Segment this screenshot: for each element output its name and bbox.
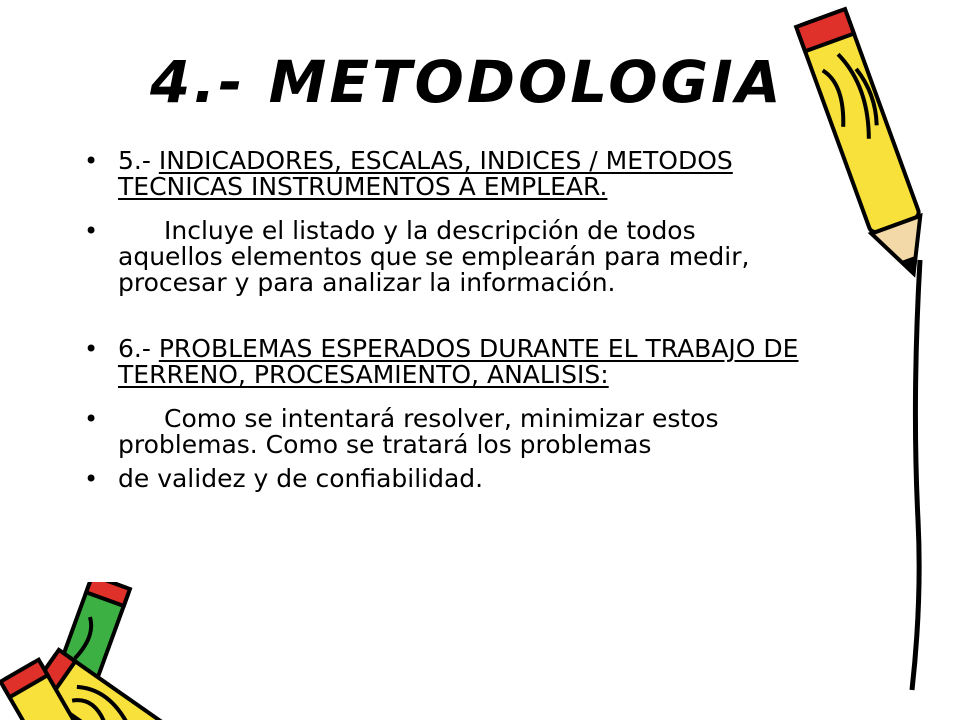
- section-heading: PROBLEMAS ESPERADOS DURANTE EL TRABAJO DE TERRENO, PROCESAMIENTO, ANALISIS:: [118, 334, 799, 389]
- section-description: Como se intentará resolver, minimizar estos problemas. Como se tratará los problemas: [118, 404, 719, 459]
- list-item: [84, 406, 804, 458]
- item-number: 5.-: [118, 146, 159, 175]
- section-description: Incluye el listado y la descripción de todos aquellos elementos que se emplearán para medir, procesar y para analizar la información.: [118, 216, 750, 297]
- list-item: [84, 336, 804, 388]
- item-number: 6.-: [118, 334, 159, 363]
- list-item: [84, 466, 804, 492]
- crayons-icon: [0, 582, 200, 720]
- section-heading: INDICADORES, ESCALAS, INDICES / METODOS TECNICAS INSTRUMENTOS A EMPLEAR.: [118, 146, 733, 201]
- list-item: [84, 218, 804, 296]
- bullet-list: [84, 148, 804, 510]
- slide-title: 4.- METODOLOGIA: [150, 48, 784, 116]
- pencil-icon: [792, 0, 942, 700]
- section-description: de validez y de confiabilidad.: [118, 464, 484, 493]
- list-item: [84, 148, 804, 200]
